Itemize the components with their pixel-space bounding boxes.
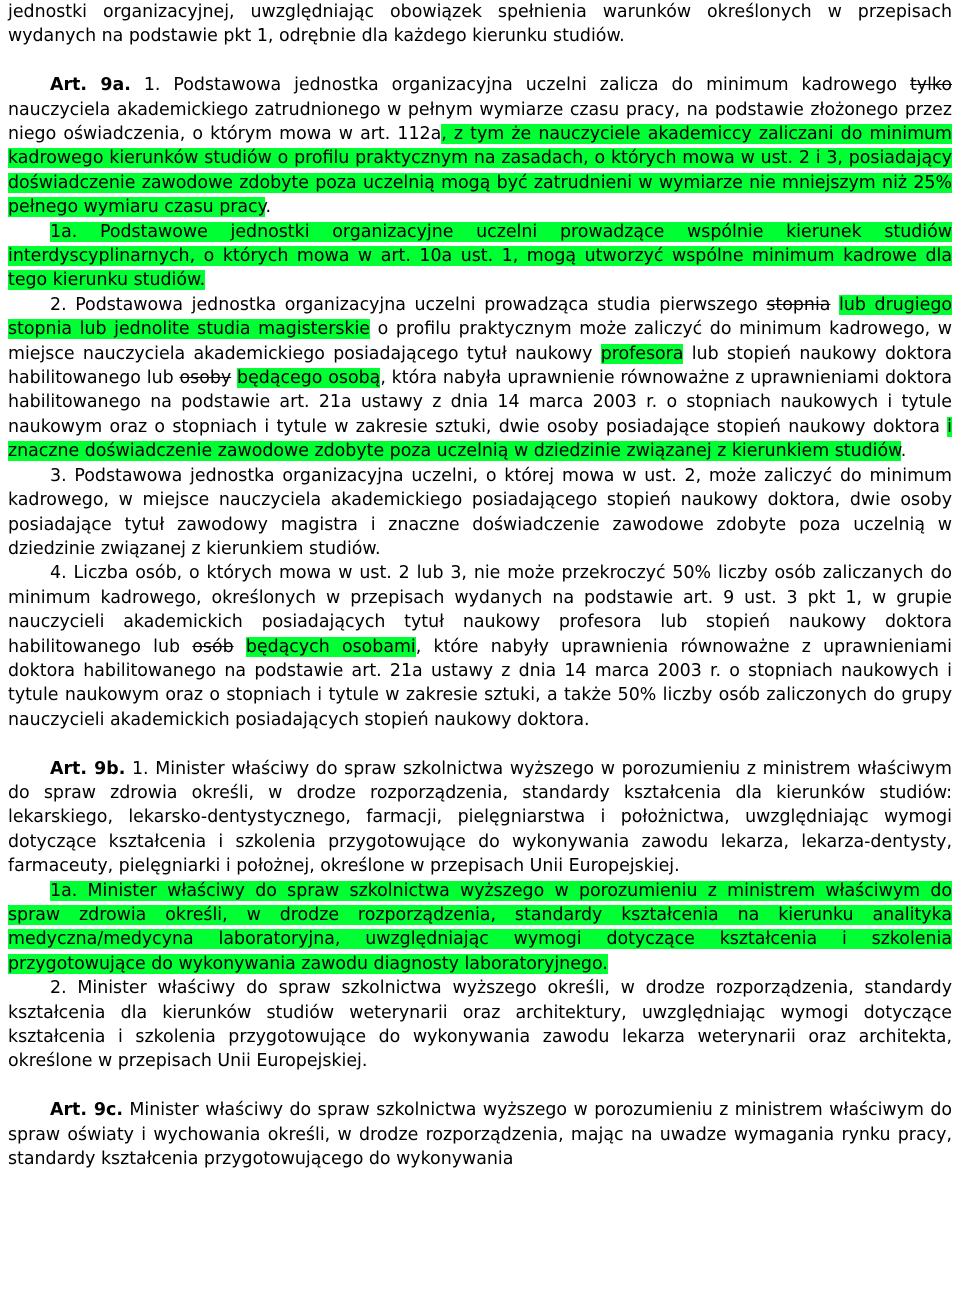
text-run xyxy=(234,637,246,657)
deleted-text: tylko xyxy=(909,75,953,96)
text-run: . xyxy=(900,441,907,462)
highlighted-text: i znaczne doświadczenie zawodowe zdobyte poza uczelnią w dziedzinie związanej z kierunkiem studiów xyxy=(8,416,952,462)
text-run: . xyxy=(265,197,271,218)
text-run: 1. Minister właściwy do spraw szkolnictwa wyższego w porozumieniu z ministrem właściwym do spraw zdrowia określi, w drodze rozporządzenia, standardy kształcenia dla kierunków studiów: lekarskiego, lekarsko-dentystycznego, farmacji, pielęgniarstwa i położnictwa, uwzględniając wymogi dotyczące kształcenia i szkolenia przygotowujące do wykonywania zawodu lekarza, lekarza-dentysty, farmaceuty, pielęgniarki i położnej, określone w przepisach Unii Europejskiej. xyxy=(8,758,952,877)
paragraph-art-9c xyxy=(8,1098,952,1171)
text-run: 1. Podstawowa jednostka organizacyjna uczelni zalicza do minimum kadrowego xyxy=(130,75,910,96)
deleted-text: osoby xyxy=(179,368,232,389)
article-heading: Art. 9c. xyxy=(50,1100,123,1121)
text-run: Minister właściwy do spraw szkolnictwa wyższego w porozumieniu z ministrem właściwym do spraw oświaty i wychowania określi, w drodze rozporządzenia, mając na uwadze wymagania rynku pracy, standardy kształcenia przygotowującego do wykonywania xyxy=(8,1100,953,1170)
text-run: 4. Liczba osób, o których mowa w ust. 2 lub 3, nie może przekroczyć 50% liczby osób zaliczanych do minimum kadrowego, określonych w przepisach wydanych na podstawie art. 9 ust. 3 pkt 1, w grupie nauczycieli akademickich posiadających tytuł naukowy profesora lub stopień naukowy doktora habilitowanego lub xyxy=(8,563,952,657)
highlighted-text: lub drugiego stopnia lub jednolite studia magisterskie xyxy=(8,294,953,340)
text-run: , które nabyły uprawnienia równoważne z uprawnieniami doktora habilitowanego na podstawie art. 21a ustawy z dnia 14 marca 2003 r. o stopniach naukowych i tytule naukowym oraz o stopniach i tytule w zakresie sztuki, a także 50% liczby osób zaliczonych do grupy nauczycieli akademickich posiadających stopień naukowy doktora. xyxy=(8,636,953,730)
highlighted-text: profesora xyxy=(600,343,684,364)
text-run xyxy=(830,295,839,315)
highlighted-text: 1a. Podstawowe jednostki organizacyjne uczelni prowadzące wspólnie kierunek studiów interdyscyplinarnych, o których mowa w art. 10a ust. 1, mogą utworzyć wspólne minimum kadrowe dla tego kierunku studiów. xyxy=(8,221,952,291)
deleted-text: stopnia xyxy=(766,294,831,315)
text-run: 2. Podstawowa jednostka organizacyjna uczelni prowadząca studia pierwszego xyxy=(50,294,767,315)
paragraph-art-9a-ust-2 xyxy=(8,293,952,464)
text-run: , która nabyła uprawnienie równoważne z uprawnieniami doktora habilitowanego na podstawie art. 21a ustawy z dnia 14 marca 2003 r. o stopniach naukowych i tytule naukowym oraz o stopniach i tytule w zakresie sztuki, dwie osoby posiadające stopień naukowy doktora xyxy=(8,368,952,437)
paragraph-art-9a-ust-3 xyxy=(8,464,952,562)
paragraph-art-9a-ust-1 xyxy=(8,73,952,219)
paragraph-art-9b-ust-1 xyxy=(8,757,952,879)
article-heading: Art. 9b. xyxy=(50,758,126,779)
highlighted-text: będącego osobą xyxy=(237,368,381,389)
text-run: jednostki organizacyjnej, uwzględniając obowiązek spełnienia warunków określonych w przepisach wydanych na podstawie pkt 1, odrębnie dla każdego kierunku studiów. xyxy=(8,2,952,47)
text-run: 2. Minister właściwy do spraw szkolnictwa wyższego określi, w drodze rozporządzenia, standardy kształcenia dla kierunków studiów weterynarii oraz architektury, uwzględniając wymogi dotyczące kształcenia i szkolenia przygotowujące do wykonywania zawodu lekarza weterynarii oraz architekta, określone w przepisach Unii Europejskiej. xyxy=(8,978,952,1072)
deleted-text: osób xyxy=(192,636,234,657)
paragraph-art-9b-ust-2 xyxy=(8,976,952,1074)
text-run: nauczyciela akademickiego zatrudnionego w pełnym wymiarze czasu pracy, na podstawie złożonego przez niego oświadczenia, o którym mowa w art. 112a xyxy=(8,99,952,145)
highlighted-text: 1a. Minister właściwy do spraw szkolnictwa wyższego w porozumieniu z ministrem właściwym do spraw zdrowia określi, w drodze rozporządzenia, standardy kształcenia na kierunku analityka medyczna/medycyna laboratoryjna, uwzględniając wymogi dotyczące kształcenia i szkolenia przygotowujące do wykonywania zawodu diagnosty laboratoryjnego. xyxy=(8,880,952,974)
text-run: o profilu praktycznym może zaliczyć do minimum kadrowego, w miejsce nauczyciela akademickiego posiadającego tytuł naukowy xyxy=(8,319,952,364)
text-run: lub stopień naukowy doktora habilitowanego lub xyxy=(8,343,952,389)
article-heading: Art. 9a. xyxy=(50,75,131,96)
paragraph-continuation xyxy=(8,0,952,49)
paragraph-art-9a-ust-1a xyxy=(8,220,952,293)
highlighted-text: , z tym że nauczyciele akademiccy zaliczani do minimum kadrowego kierunków studiów o profilu praktycznym na zasadach, o których mowa w ust. 2 i 3, posiadający doświadczenie zawodowe zdobyte poza uczelnią mogą być zatrudnieni w wymiarze nie mniejszym niż 25% pełnego wymiaru czasu pracy xyxy=(8,124,952,218)
paragraph-art-9b-ust-1a xyxy=(8,879,952,977)
document-body xyxy=(8,0,952,1171)
text-run: 3. Podstawowa jednostka organizacyjna uczelni, o której mowa w ust. 2, może zaliczyć do minimum kadrowego, w miejsce nauczyciela akademickiego posiadającego stopień naukowy doktora, dwie osoby posiadające tytuł zawodowy magistra i znaczne doświadczenie zawodowe zdobyte poza uczelnią w dziedzinie związanej z kierunkiem studiów. xyxy=(8,465,952,559)
paragraph-art-9a-ust-4 xyxy=(8,561,952,732)
highlighted-text: będących osobami xyxy=(245,636,416,657)
